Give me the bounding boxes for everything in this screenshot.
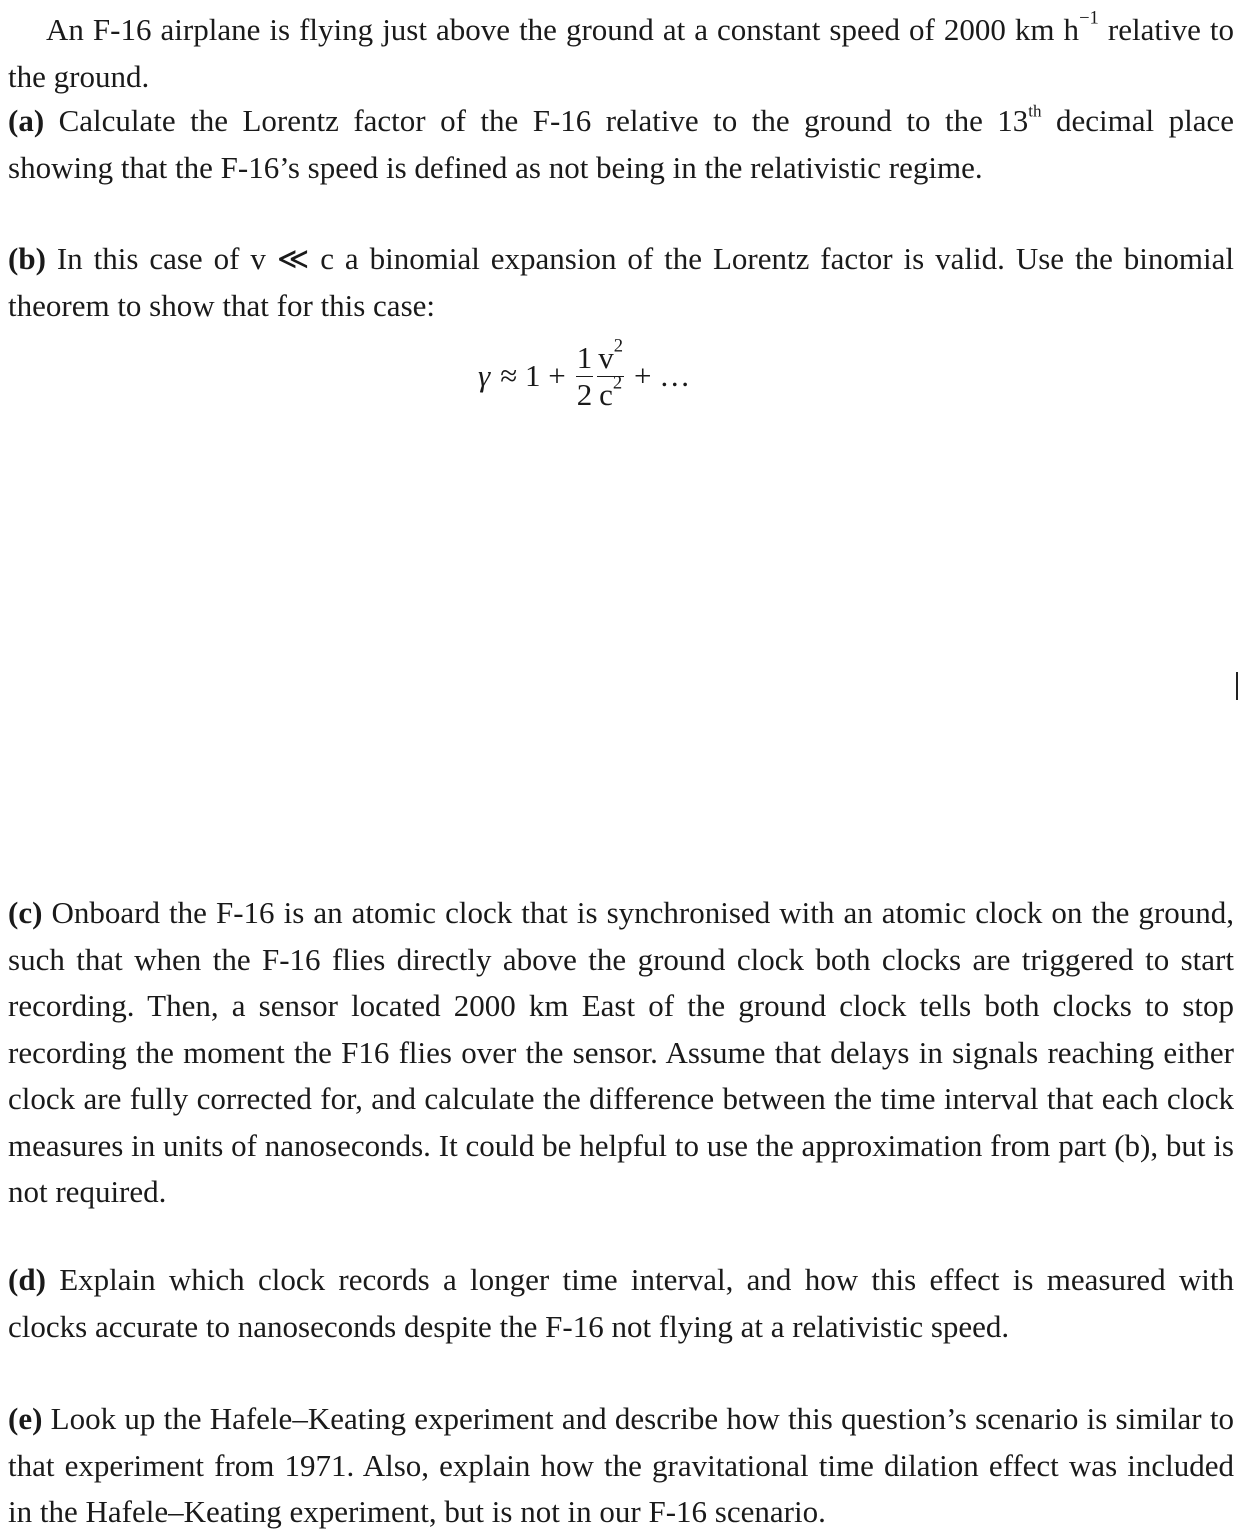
equation-fraction-v2-c2 xyxy=(597,334,624,412)
equation-fraction-v2-numerator xyxy=(597,334,624,375)
equation-c-exponent: 2 xyxy=(612,371,623,393)
part-c-paragraph xyxy=(8,890,1234,1216)
part-d-paragraph xyxy=(8,1257,1234,1350)
part-c-text: Onboard the F-16 is an atomic clock that is synchronised with an atomic clock on the ground, such that when the F-16 flies directly above the ground clock both clocks are triggered to start recording. Then, a sensor located 2000 km East of the ground clock tells both clocks to stop recording the moment the F16 flies over the sensor. Assume that delays in signals reaching either clock are fully corrected for, and calculate the difference between the time interval that each clock measures in units of nanoseconds. It could be helpful to use the approximation from part (b), but is not required. xyxy=(8,895,1234,1209)
part-e-text: Look up the Hafele–Keating experiment and describe how this question’s scenario is similar to that experiment from 1971. Also, explain how the gravitational time dilation effect was included in the Hafele–Keating experiment, but is not in our F-16 scenario. xyxy=(8,1401,1234,1529)
lorentz-approximation-equation xyxy=(478,336,690,416)
margin-mark xyxy=(1236,672,1238,700)
part-b-paragraph xyxy=(8,236,1234,329)
equation-fraction-half-denominator: 2 xyxy=(576,376,593,412)
part-b-label: (b) xyxy=(8,241,46,276)
equation-gamma: γ xyxy=(478,358,491,393)
intro-text-continued: relative to the ground. xyxy=(8,12,1234,94)
part-c-label: (c) xyxy=(8,895,43,930)
part-d-text: Explain which clock records a longer time interval, and how this effect is measured with clocks accurate to nanoseconds despite the F-16 not flying at a relativistic speed. xyxy=(8,1262,1234,1344)
equation-v: v xyxy=(598,339,614,375)
equation-fraction-c2-denominator xyxy=(598,371,623,412)
equation-c: c xyxy=(599,376,613,412)
part-e-label: (e) xyxy=(8,1401,43,1436)
part-b-text: In this case of v ≪ c a binomial expansion of the Lorentz factor is valid. Use the binomial theorem to show that for this case: xyxy=(8,241,1234,323)
part-a-label: (a) xyxy=(8,103,45,138)
intro-exponent: −1 xyxy=(1079,7,1099,29)
part-a-ordinal: th xyxy=(1028,101,1042,121)
part-d-label: (d) xyxy=(8,1262,46,1297)
part-a-text: Calculate the Lorentz factor of the F-16 relative to the ground to the 13 xyxy=(44,103,1029,138)
intro-paragraph xyxy=(8,7,1234,100)
equation-tail: + … xyxy=(634,358,691,393)
equation-approx-one-plus: ≈ 1 + xyxy=(500,358,566,393)
equation-v-exponent: 2 xyxy=(613,334,624,356)
equation-fraction-half xyxy=(576,339,594,412)
equation-fraction-half-numerator: 1 xyxy=(576,339,593,375)
part-a-paragraph xyxy=(8,98,1234,191)
intro-text: An F-16 airplane is flying just above the ground at a constant speed of 2000 km h xyxy=(46,12,1080,47)
part-a-text-continued: decimal place showing that the F-16’s speed is defined as not being in the relativistic regime. xyxy=(8,103,1234,185)
part-e-paragraph xyxy=(8,1396,1234,1536)
